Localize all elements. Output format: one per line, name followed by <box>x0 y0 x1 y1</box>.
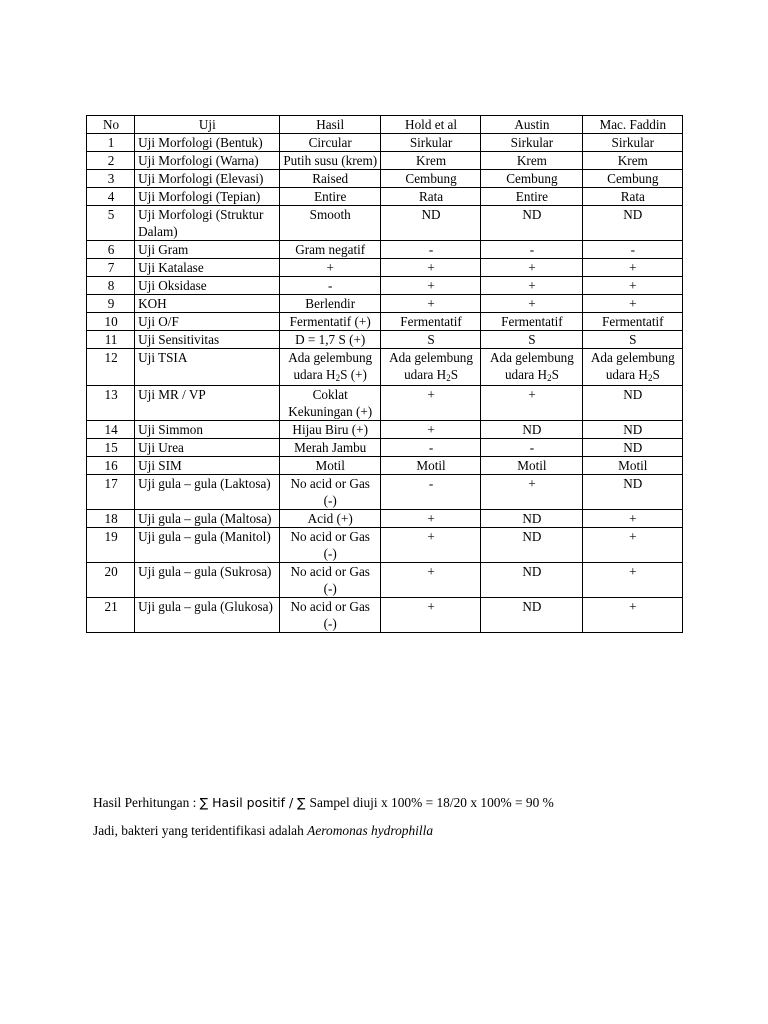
cell-hold-et-al: + <box>380 259 480 277</box>
organism-name: Aeromonas hydrophilla <box>307 823 434 838</box>
table-row <box>87 206 683 241</box>
table-row <box>87 598 683 633</box>
cell-hasil: Hijau Biru (+) <box>279 421 380 439</box>
cell-mac-faddin: + <box>582 510 682 528</box>
table-row <box>87 349 683 386</box>
cell-uji: Uji Gram <box>135 241 279 259</box>
cell-mac-faddin: + <box>582 277 682 295</box>
table-row <box>87 170 683 188</box>
cell-hasil: Motil <box>279 457 380 475</box>
cell-no: 18 <box>87 510 135 528</box>
cell-hasil: No acid or Gas (-) <box>279 475 380 510</box>
cell-no: 12 <box>87 349 135 386</box>
cell-hold-et-al: - <box>380 439 480 457</box>
cell-no: 7 <box>87 259 135 277</box>
cell-uji: Uji Sensitivitas <box>135 331 279 349</box>
cell-hasil: Gram negatif <box>279 241 380 259</box>
cell-hasil: Ada gelembung udara H2S (+) <box>279 349 380 386</box>
table-row <box>87 241 683 259</box>
table-row <box>87 439 683 457</box>
cell-hold-et-al: - <box>380 475 480 510</box>
cell-hasil: Smooth <box>279 206 380 241</box>
cell-no: 6 <box>87 241 135 259</box>
header-uji: Uji <box>135 116 279 134</box>
cell-no: 21 <box>87 598 135 633</box>
cell-mac-faddin: + <box>582 563 682 598</box>
cell-austin: + <box>481 386 582 421</box>
cell-uji: Uji gula – gula (Manitol) <box>135 528 279 563</box>
cell-hold-et-al: Fermentatif <box>380 313 480 331</box>
cell-hold-et-al: Sirkular <box>380 134 480 152</box>
cell-hold-et-al: + <box>380 277 480 295</box>
cell-no: 3 <box>87 170 135 188</box>
cell-mac-faddin: + <box>582 598 682 633</box>
cell-no: 9 <box>87 295 135 313</box>
cell-hold-et-al: + <box>380 528 480 563</box>
table-row <box>87 134 683 152</box>
cell-mac-faddin: Sirkular <box>582 134 682 152</box>
cell-hasil: - <box>279 277 380 295</box>
cell-hasil: No acid or Gas (-) <box>279 563 380 598</box>
cell-no: 1 <box>87 134 135 152</box>
cell-hasil: No acid or Gas (-) <box>279 528 380 563</box>
cell-hold-et-al: + <box>380 295 480 313</box>
cell-hold-et-al: Ada gelembung udara H2S <box>380 349 480 386</box>
cell-no: 17 <box>87 475 135 510</box>
cell-uji: Uji gula – gula (Glukosa) <box>135 598 279 633</box>
cell-hold-et-al: Krem <box>380 152 480 170</box>
cell-no: 13 <box>87 386 135 421</box>
cell-uji: Uji gula – gula (Sukrosa) <box>135 563 279 598</box>
cell-austin: + <box>481 277 582 295</box>
cell-no: 19 <box>87 528 135 563</box>
cell-hasil: Raised <box>279 170 380 188</box>
cell-austin: ND <box>481 598 582 633</box>
cell-mac-faddin: Motil <box>582 457 682 475</box>
cell-mac-faddin: S <box>582 331 682 349</box>
cell-no: 15 <box>87 439 135 457</box>
cell-uji: Uji O/F <box>135 313 279 331</box>
cell-uji: Uji TSIA <box>135 349 279 386</box>
table-row <box>87 277 683 295</box>
cell-mac-faddin: Fermentatif <box>582 313 682 331</box>
cell-austin: + <box>481 259 582 277</box>
cell-hold-et-al: - <box>380 241 480 259</box>
cell-hasil: Coklat Kekuningan (+) <box>279 386 380 421</box>
table-row <box>87 331 683 349</box>
cell-no: 2 <box>87 152 135 170</box>
cell-uji: Uji Morfologi (Warna) <box>135 152 279 170</box>
cell-hold-et-al: + <box>380 510 480 528</box>
cell-mac-faddin: ND <box>582 206 682 241</box>
cell-hasil: Acid (+) <box>279 510 380 528</box>
cell-hold-et-al: + <box>380 598 480 633</box>
cell-mac-faddin: ND <box>582 439 682 457</box>
conclusion <box>93 823 433 839</box>
cell-hold-et-al: + <box>380 563 480 598</box>
cell-no: 20 <box>87 563 135 598</box>
cell-uji: KOH <box>135 295 279 313</box>
cell-hold-et-al: + <box>380 421 480 439</box>
cell-uji: Uji gula – gula (Maltosa) <box>135 510 279 528</box>
cell-austin: ND <box>481 421 582 439</box>
cell-mac-faddin: ND <box>582 421 682 439</box>
cell-uji: Uji Simmon <box>135 421 279 439</box>
cell-no: 4 <box>87 188 135 206</box>
cell-mac-faddin: Rata <box>582 188 682 206</box>
cell-uji: Uji gula – gula (Laktosa) <box>135 475 279 510</box>
cell-no: 8 <box>87 277 135 295</box>
cell-austin: - <box>481 241 582 259</box>
table-row <box>87 313 683 331</box>
cell-uji: Uji Katalase <box>135 259 279 277</box>
table-row <box>87 259 683 277</box>
table-row <box>87 386 683 421</box>
calculation-label: Hasil Perhitungan : <box>93 795 200 810</box>
cell-austin: Fermentatif <box>481 313 582 331</box>
conclusion-prefix: Jadi, bakteri yang teridentifikasi adalah <box>93 823 308 838</box>
cell-mac-faddin: Ada gelembung udara H2S <box>582 349 682 386</box>
cell-hasil: Circular <box>279 134 380 152</box>
cell-austin: S <box>481 331 582 349</box>
cell-austin: + <box>481 475 582 510</box>
identification-table <box>86 115 683 633</box>
cell-mac-faddin: + <box>582 259 682 277</box>
cell-uji: Uji Morfologi (Struktur Dalam) <box>135 206 279 241</box>
cell-austin: Ada gelembung udara H2S <box>481 349 582 386</box>
table-header-row <box>87 116 683 134</box>
cell-mac-faddin: ND <box>582 386 682 421</box>
cell-uji: Uji Urea <box>135 439 279 457</box>
cell-hasil: D = 1,7 S (+) <box>279 331 380 349</box>
cell-uji: Uji Oksidase <box>135 277 279 295</box>
cell-no: 10 <box>87 313 135 331</box>
cell-hold-et-al: ND <box>380 206 480 241</box>
calculation-formula-symbols: ∑ Hasil positif / ∑ <box>199 795 310 810</box>
table-row <box>87 152 683 170</box>
cell-no: 5 <box>87 206 135 241</box>
cell-austin: Entire <box>481 188 582 206</box>
table-row <box>87 188 683 206</box>
cell-hasil: Putih susu (krem) <box>279 152 380 170</box>
cell-mac-faddin: + <box>582 295 682 313</box>
cell-hold-et-al: S <box>380 331 480 349</box>
cell-austin: ND <box>481 528 582 563</box>
cell-austin: Cembung <box>481 170 582 188</box>
cell-no: 14 <box>87 421 135 439</box>
cell-hasil: Merah Jambu <box>279 439 380 457</box>
cell-austin: Sirkular <box>481 134 582 152</box>
cell-mac-faddin: - <box>582 241 682 259</box>
cell-uji: Uji MR / VP <box>135 386 279 421</box>
table-row <box>87 295 683 313</box>
table-row <box>87 510 683 528</box>
cell-uji: Uji Morfologi (Bentuk) <box>135 134 279 152</box>
cell-hold-et-al: + <box>380 386 480 421</box>
cell-hasil: No acid or Gas (-) <box>279 598 380 633</box>
table-row <box>87 457 683 475</box>
cell-hasil: Berlendir <box>279 295 380 313</box>
calculation-formula: Sampel diuji x 100% = 18/20 x 100% = 90 % <box>309 795 554 810</box>
cell-mac-faddin: ND <box>582 475 682 510</box>
table-row <box>87 421 683 439</box>
cell-mac-faddin: + <box>582 528 682 563</box>
cell-austin: Krem <box>481 152 582 170</box>
cell-austin: - <box>481 439 582 457</box>
cell-hold-et-al: Rata <box>380 188 480 206</box>
header-hasil: Hasil <box>279 116 380 134</box>
cell-mac-faddin: Krem <box>582 152 682 170</box>
cell-no: 16 <box>87 457 135 475</box>
table-body <box>87 134 683 633</box>
cell-mac-faddin: Cembung <box>582 170 682 188</box>
cell-hold-et-al: Motil <box>380 457 480 475</box>
table-row <box>87 528 683 563</box>
cell-hold-et-al: Cembung <box>380 170 480 188</box>
cell-austin: ND <box>481 206 582 241</box>
cell-uji: Uji Morfologi (Elevasi) <box>135 170 279 188</box>
header-hold-et-al: Hold et al <box>380 116 480 134</box>
header-mac-faddin: Mac. Faddin <box>582 116 682 134</box>
calculation-result <box>93 795 554 811</box>
table-row <box>87 563 683 598</box>
cell-uji: Uji Morfologi (Tepian) <box>135 188 279 206</box>
cell-no: 11 <box>87 331 135 349</box>
cell-austin: + <box>481 295 582 313</box>
cell-uji: Uji SIM <box>135 457 279 475</box>
cell-hasil: Fermentatif (+) <box>279 313 380 331</box>
cell-austin: Motil <box>481 457 582 475</box>
table-row <box>87 475 683 510</box>
cell-hasil: + <box>279 259 380 277</box>
cell-austin: ND <box>481 510 582 528</box>
cell-hasil: Entire <box>279 188 380 206</box>
header-no: No <box>87 116 135 134</box>
cell-austin: ND <box>481 563 582 598</box>
header-austin: Austin <box>481 116 582 134</box>
